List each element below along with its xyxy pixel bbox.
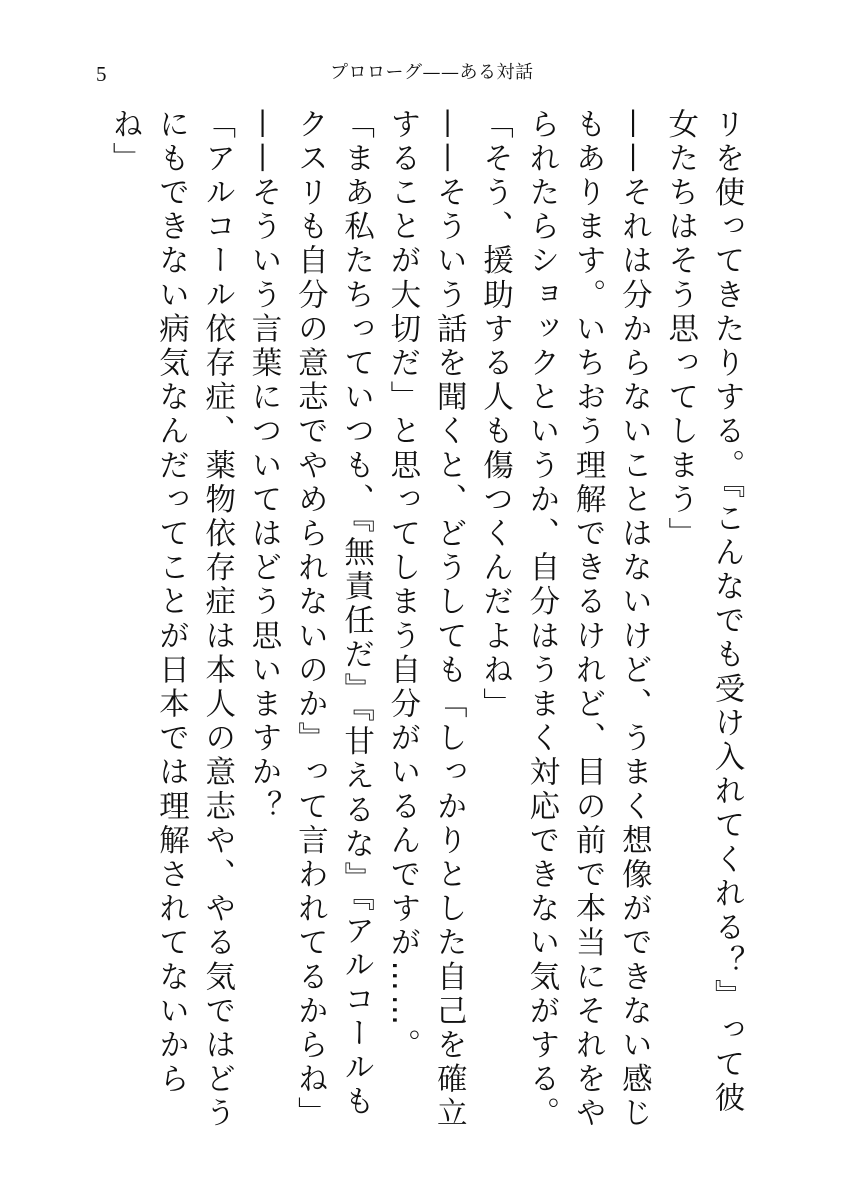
running-head: プロローグ——ある対話: [330, 62, 534, 83]
paragraph-interviewer-question: ——そういう言葉についてはどう思いますか？: [246, 108, 282, 825]
page-number: 5: [96, 62, 107, 86]
paragraph-reply: 「そう、援助する人も傷つくんだよね」: [477, 108, 513, 722]
paragraph-interviewer-question: ——そういう話を聞くと、どうしても「しっかりとした自己を確立することが大切だ」と思ってしまう自分がいるんですが……。: [384, 108, 467, 1131]
paragraph-continuation: リを使ってきたりする。『こんなでも受け入れてくれる？』って彼女たちはそう思ってしまう」: [662, 108, 744, 1116]
vertical-body-text: [101, 108, 749, 1138]
paragraph-reply: 「まあ私たちっていつも、『無責任だ』『甘えるな』『アルコールもクスリも自分の意志でやめられないのか』って言われてるからね」: [292, 108, 374, 1131]
paragraph-interviewer-question: ——それは分からないことはないけど、うまく想像ができない感じもあります。いちおう理解できるけれど、目の前で本当にそれをやられたらショックというか、自分はうまく対応できない気がする。: [523, 108, 652, 1131]
paragraph-reply: 「アルコール依存症、薬物依存症は本人の意志や、やる気ではどうにもできない病気なんだってことが日本では理解されてないからね」: [107, 108, 235, 1131]
